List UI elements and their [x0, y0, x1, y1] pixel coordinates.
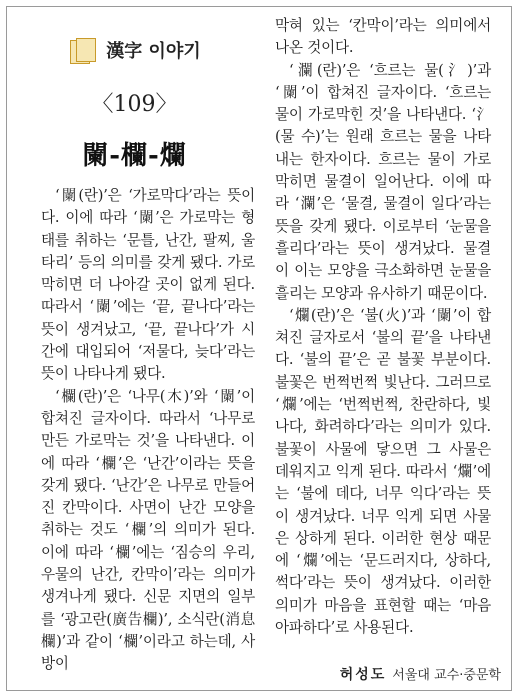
paragraph-lan-1: ‘闌(란)’은 ‘가로막다’라는 뜻이다. 이에 따라 ‘闌’은 가로막는 형태를 취하는 ‘문틀, 난간, 팔찌, 울타리’ 등의 의미를 갖게 됐다. 가로막히면 더 나아갈 곳이 없게 된다. 따라서 ‘闌’에는 ‘끝, 끝나다’라는 뜻이 생겨났고, ‘끝, 끝나다’가 시간에 대입되어 ‘저물다, 늦다’라는 뜻이 나타나게 됐다. [41, 187, 255, 383]
paragraph-lan-4: ‘爛(란)’은 ‘불(火)’과 ‘闌’이 합쳐진 글자로서 ‘불의 끝’을 나타낸다. ‘불의 끝’은 곧 불꽃 부분이다. 불꽃은 번쩍번쩍 빛난다. 그러므로 ‘爛’에는 ‘번쩍번쩍, 찬란하다, 빛나다, 화려하다’라는 의미가 있다. 불꽃이 사물에 닿으면 그 사물은 데워지고 익게 된다. 따라서 ‘爛’에는 ‘불에 데다, 너무 익다’라는 뜻이 생겨났다. 너무 익게 되면 사물은 상하게 된다. 이러한 현상 때문에 ‘爛’에는 ‘문드러지다, 상하다, 썩다’라는 뜻이 생겨났다. 이러한 의미가 마음을 표현할 때는 ‘마음 아파하다’로 사용된다. [275, 306, 491, 637]
right-column [275, 15, 491, 639]
author-affiliation: 서울대 교수·중문학 [392, 668, 501, 683]
left-column [41, 185, 255, 676]
article-title: 闌-欄-爛 [82, 141, 187, 171]
paragraph-lan-2: ‘欄(란)’은 ‘나무(木)’와 ‘闌’이 합쳐진 글자이다. 따라서 ‘나무로 만든 가로막는 것’을 나타낸다. 이에 따라 ‘欄’은 ‘난간’이라는 뜻을 갖게 됐다. ‘난간’은 나무로 만들어진 칸막이다. 사면이 난간 모양을 취하는 것도 ‘欄’의 의미가 된다. 이에 따라 ‘欄’에는 ‘짐승의 우리, 우물의 난간, 칸막이’라는 의미가 생겨나게 됐다. 신문 지면의 일부를 ‘광고란(廣告欄)’, 소식란(消息欄)’과 같이 ‘欄’이라고 하는데, 사방이 [41, 387, 255, 673]
scroll-icon [68, 37, 96, 63]
byline [340, 664, 501, 684]
author-name: 허성도 [339, 667, 387, 683]
paragraph-continued: 막혀 있는 ‘칸막이’라는 의미에서 나온 것이다. [275, 17, 491, 57]
column-kicker [7, 37, 262, 69]
article-frame [6, 6, 512, 691]
paragraph-lan-3: ‘瀾(란)’은 ‘흐르는 물(氵)’과 ‘闌’이 합쳐진 글자이다. ‘흐르는 물이 가로막힌 것’을 나타낸다. ‘氵(물 수)’는 원래 흐르는 물을 나타내는 한자이다. 흐르는 물이 가로막히면 물결이 일어난다. 이에 따라 ‘瀾’은 ‘물결, 물결이 일다’라는 뜻을 갖게 됐다. 이로부터 ‘눈물을 흘리다’라는 뜻이 생겨났다. 물결이 이는 모양을 극소화하면 눈물을 흘리는 모양과 유사하기 때문이다. [275, 61, 491, 302]
kicker-title: 漢字 이야기 [106, 41, 201, 62]
series-number: 〈109〉 [91, 92, 178, 117]
